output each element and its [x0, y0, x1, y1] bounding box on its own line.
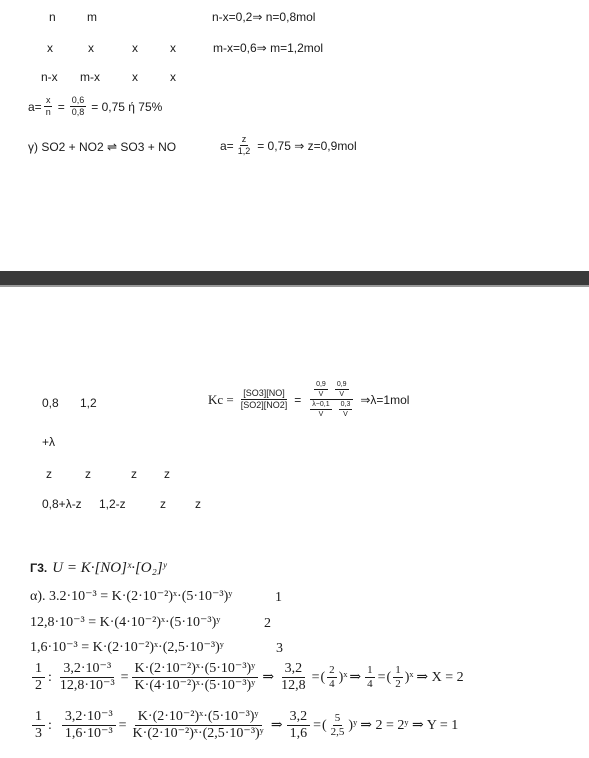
- row1-col1: n: [49, 10, 56, 24]
- ratio1-f2-num: K·(2·10⁻²)ˣ·(5·10⁻³)ʸ: [132, 662, 259, 678]
- alpha-equals: =: [57, 99, 65, 114]
- ratio2-lhs: [32, 710, 45, 741]
- row2-col1: x: [47, 41, 53, 55]
- ratio2-f2: [130, 710, 267, 741]
- ratio2-lhs-den: 3: [35, 726, 42, 741]
- mid-row4-col3: z: [160, 497, 166, 511]
- mid-row4-col2: 1,2-z: [99, 497, 126, 511]
- gamma-fraction: [236, 135, 253, 156]
- ratio1-paren-close: )ˣ: [338, 669, 348, 685]
- g3-line-a: α). 3.2·10⁻³ = K·(2·10⁻²)ˣ·(5·10⁻³)ʸ: [30, 589, 233, 604]
- ratio1-arrow-1: ⇒: [262, 670, 275, 685]
- ratio1-f6: [393, 665, 403, 690]
- alpha-fraction-2: [70, 96, 87, 117]
- ratio1-arrow-2: ⇒: [349, 670, 362, 685]
- kc-fraction: [239, 389, 290, 410]
- mid-row3-col2: z: [85, 467, 91, 481]
- row3-col1: n-x: [41, 70, 58, 84]
- mid-row3-col3: z: [131, 467, 137, 481]
- kc-fraction-num: [SO3][NO]: [243, 388, 285, 398]
- ratio1-f2: [132, 662, 259, 693]
- kc-equation: [208, 381, 409, 418]
- alpha-fraction-1-num: x: [45, 95, 51, 105]
- kc-inner-num-a: [314, 381, 328, 398]
- ratio2-f1: [62, 710, 116, 741]
- ratio2-eq-2: =: [313, 717, 321, 733]
- ratio1-f4: [327, 665, 337, 690]
- ratio1-paren2-close: )ˣ: [404, 669, 414, 685]
- gamma-fraction-den: 1,2: [237, 146, 251, 156]
- ratio2-f4: [329, 713, 347, 738]
- alpha-result: = 0,75 ή 75%: [91, 99, 163, 114]
- gamma-result: = 0,75 ⇒ z=0,9mol: [257, 138, 357, 153]
- ratio2-f3: [287, 710, 311, 741]
- alpha-fraction-1-den: n: [45, 107, 51, 117]
- ratio1-f6-den: 2: [395, 678, 401, 690]
- ratio1-f4-den: 4: [329, 678, 335, 690]
- kc-inner-den-b: [339, 401, 353, 418]
- ratio1-f5-num: 1: [367, 664, 373, 676]
- ratio1-eq-1: =: [120, 669, 129, 685]
- ratio1-lhs-num: 1: [32, 662, 45, 678]
- ratio1-f2-den: K·(4·10⁻²)ˣ·(5·10⁻³)ʸ: [134, 678, 256, 693]
- g3-heading: [30, 560, 167, 577]
- ratio2-colon: :: [48, 717, 52, 733]
- alpha-fraction-2-den: 0,8: [71, 107, 85, 117]
- ratio2-result: ⇒ 2 = 2ʸ ⇒ Y = 1: [360, 718, 459, 733]
- kc-inner-den-a-bottom: V: [318, 411, 324, 418]
- ratio1-result: ⇒ X = 2: [416, 670, 464, 685]
- ratio1-paren2-open: (: [386, 669, 392, 685]
- ratio1-f3: [278, 662, 309, 693]
- g3-line-a-number: 1: [275, 590, 282, 605]
- mid-row1-col1: 0,8: [42, 396, 59, 410]
- mid-row4-col1: 0,8+λ-z: [42, 497, 82, 511]
- kc-inner-num-a-bottom: V: [318, 391, 324, 398]
- ratio1-f5-den: 4: [367, 678, 373, 690]
- ratio2-f2-num: K·(2·10⁻²)ˣ·(5·10⁻³)ʸ: [135, 710, 262, 726]
- kc-inner-den-b-bottom: V: [343, 411, 348, 418]
- ratio2-f4-num: 5: [334, 712, 341, 724]
- g3-line-c-number: 3: [276, 641, 283, 656]
- ratio2-f1-den: 1,6·10⁻³: [64, 726, 113, 741]
- gamma-fraction-num: z: [241, 134, 247, 144]
- row3-col2: m-x: [80, 70, 100, 84]
- kc-inner-fraction: [306, 381, 356, 418]
- alpha-equation: [28, 96, 162, 117]
- ratio2-arrow-1: ⇒: [270, 718, 283, 733]
- ratio2-paren-open: (: [321, 717, 327, 733]
- g3-ratio-1: [30, 662, 464, 693]
- ratio1-f1: [57, 662, 118, 693]
- alpha-prefix: a=: [28, 99, 42, 114]
- row2-col2: x: [88, 41, 94, 55]
- ratio2-f3-den: 1,6: [289, 726, 308, 741]
- ratio1-eq-3: =: [377, 669, 386, 685]
- row1-equation: n-x=0,2⇒ n=0,8mol: [212, 10, 316, 24]
- kc-inner-den-b-top: 0,3: [340, 401, 351, 408]
- row1-col2: m: [87, 10, 97, 24]
- kc-inner-den-a: [310, 401, 331, 418]
- g3-line-b-number: 2: [264, 616, 271, 631]
- row3-col4: x: [170, 70, 176, 84]
- ratio1-paren-open: (: [320, 669, 326, 685]
- g3-line-b: 12,8·10⁻³ = K·(4·10⁻²)ˣ·(5·10⁻³)ʸ: [30, 615, 221, 630]
- g3-label: Γ3.: [30, 561, 48, 575]
- ratio1-f1-num: 3,2·10⁻³: [60, 662, 114, 678]
- ratio1-f5: [365, 665, 375, 690]
- row2-col3: x: [132, 41, 138, 55]
- kc-inner-den-a-top: λ−0,1: [312, 401, 330, 408]
- mid-row3-col1: z: [46, 467, 52, 481]
- row3-col3: x: [132, 70, 138, 84]
- g3-line-c: 1,6·10⁻³ = K·(2·10⁻²)ˣ·(2,5·10⁻³)ʸ: [30, 640, 224, 655]
- ratio1-f4-num: 2: [329, 664, 335, 676]
- ratio1-f3-num: 3,2: [282, 662, 306, 678]
- kc-inner-den: [306, 400, 356, 418]
- kc-equals: =: [294, 392, 302, 407]
- row2-equation: m-x=0,6⇒ m=1,2mol: [213, 41, 324, 55]
- g3-ratio-2: [30, 710, 458, 741]
- kc-fraction-den: [SO2][NO2]: [240, 400, 288, 410]
- kc-inner-num-b-top: 0,9: [336, 381, 347, 388]
- kc-inner-num: [310, 381, 352, 400]
- kc-result: ⇒λ=1mol: [360, 392, 410, 407]
- gamma-prefix: a=: [220, 138, 234, 153]
- ratio2-f4-den: 2,5: [330, 726, 345, 738]
- mid-row3-col4: z: [164, 467, 170, 481]
- mid-row4-col4: z: [195, 497, 201, 511]
- gamma-reaction: γ) SO2 + NO2 ⇌ SO3 + NO: [28, 140, 177, 154]
- ratio2-f3-num: 3,2: [287, 710, 311, 726]
- ratio1-lhs: [32, 662, 45, 693]
- gamma-equation: [220, 135, 357, 156]
- ratio1-f1-den: 12,8·10⁻³: [59, 678, 115, 693]
- mid-row1-col2: 1,2: [80, 396, 97, 410]
- ratio1-f6-num: 1: [395, 664, 401, 676]
- ratio1-colon: :: [48, 669, 52, 685]
- ratio2-f1-num: 3,2·10⁻³: [62, 710, 116, 726]
- ratio2-lhs-num: 1: [32, 710, 45, 726]
- ratio1-f3-den: 12,8: [281, 678, 306, 693]
- kc-inner-num-b: [335, 381, 349, 398]
- kc-label: Kc =: [208, 391, 234, 407]
- alpha-fraction-1: [44, 96, 53, 117]
- ratio2-eq-1: =: [118, 717, 127, 733]
- g3-formula: U = K·[NO]ˣ·[O₂]ʸ: [52, 560, 167, 576]
- alpha-fraction-2-num: 0,6: [71, 95, 85, 105]
- kc-inner-num-b-bottom: V: [339, 391, 345, 398]
- ratio1-lhs-den: 2: [35, 678, 42, 693]
- kc-inner-num-a-top: 0,9: [316, 381, 326, 388]
- plus-lambda: +λ: [42, 435, 56, 449]
- row2-col4: x: [170, 41, 176, 55]
- ratio2-f2-den: K·(2·10⁻²)ˣ·(2,5·10⁻³)ʸ: [132, 726, 264, 741]
- ratio1-eq-2: =: [311, 669, 320, 685]
- section-divider: [0, 271, 589, 285]
- ratio2-paren-close: )ʸ: [348, 717, 358, 733]
